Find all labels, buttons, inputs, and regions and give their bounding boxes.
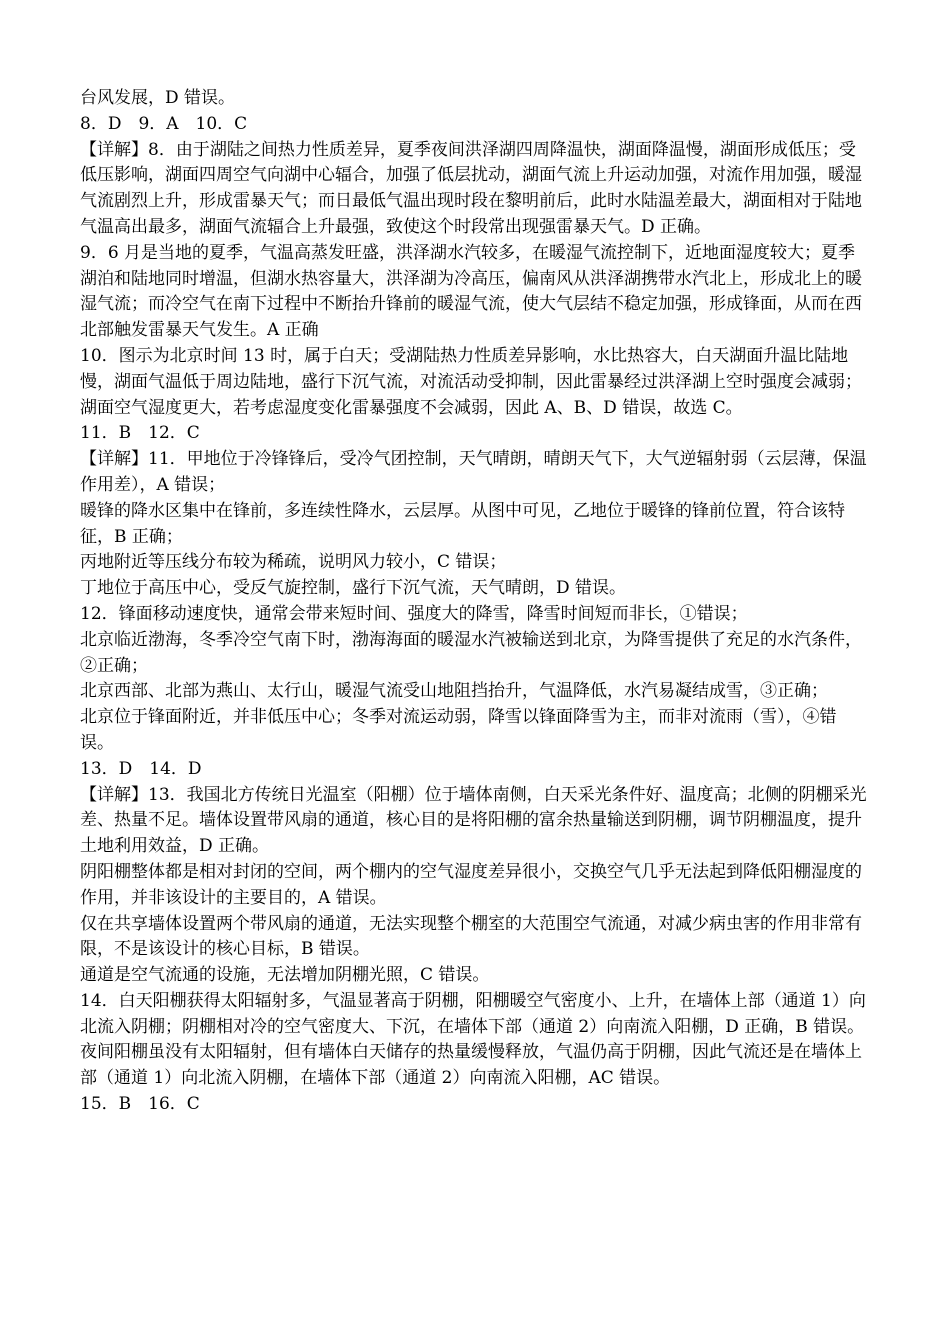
text-paragraph: 北京临近渤海，冬季冷空气南下时，渤海海面的暖湿水汽被输送到北京，为降雪提供了充足的水汽条件，②正确； bbox=[80, 629, 862, 676]
text-paragraph: 夜间阳棚虽没有太阳辐射，但有墙体白天储存的热量缓慢释放，气温仍高于阴棚，因此气流还是在墙体上部（通道 1）向北流入阴棚，在墙体下部（通道 2）向南流入阳棚，AC 错误。 bbox=[80, 1042, 862, 1089]
text-paragraph: 暖锋的降水区集中在锋前，多连续性降水，云层厚。从图中可见，乙地位于暖锋的锋前位置，符合该特征，B 正确； bbox=[80, 500, 845, 547]
answer-line: 13．D 14．D bbox=[80, 758, 202, 779]
text-paragraph: 丁地位于高压中心，受反气旋控制，盛行下沉气流，天气晴朗，D 错误。 bbox=[80, 578, 627, 599]
text-paragraph: 9．6 月是当地的夏季，气温高蒸发旺盛，洪泽湖水汽较多，在暖湿气流控制下，近地面湿度较大；夏季湖泊和陆地同时增温，但湖水热容量大，洪泽湖为冷高压，偏南风从洪泽湖携带水汽北上，形成北上的暖湿气流；而冷空气在南下过程中不断抬升锋前的暖湿气流，使大气层结不稳定加强，形成锋面，从而在西北部触发雷暴天气发生。A 正确 bbox=[80, 242, 862, 341]
text-paragraph: 阴阳棚整体都是相对封闭的空间，两个棚内的空气湿度差异很小，交换空气几乎无法起到降低阳棚湿度的作用，并非该设计的主要目的，A 错误。 bbox=[80, 861, 862, 908]
answer-line: 15．B 16．C bbox=[80, 1094, 200, 1115]
text-paragraph: 【详解】13．我国北方传统日光温室（阳棚）位于墙体南侧，白天采光条件好、温度高；北侧的阴棚采光差、热量不足。墙体设置带风扇的通道，核心目的是将阳棚的富余热量输送到阴棚，调节阴棚温度，提升土地利用效益，D 正确。 bbox=[80, 784, 867, 857]
text-paragraph: 通道是空气流通的设施，无法增加阴棚光照，C 错误。 bbox=[80, 965, 490, 986]
text-paragraph: 10．图示为北京时间 13 时，属于白天；受湖陆热力性质差异影响，水比热容大，白天湖面升温比陆地慢，湖面气温低于周边陆地，盛行下沉气流，对流活动受抑制，因此雷暴经过洪泽湖上空时强度会减弱；湖面空气湿度更大，若考虑湿度变化雷暴强度不会减弱，因此 A、B、D 错误，故选 C。 bbox=[80, 345, 862, 418]
text-paragraph: 【详解】11．甲地位于冷锋锋后，受冷气团控制，天气晴朗，晴朗天气下，大气逆辐射弱（云层薄，保温作用差），A 错误； bbox=[80, 449, 867, 495]
answer-line: 8．D 9．A 10．C bbox=[80, 113, 248, 134]
text-paragraph: 14．白天阳棚获得太阳辐射多，气温显著高于阴棚，阳棚暖空气密度小、上升，在墙体上部（通道 1）向北流入阴棚；阴棚相对冷的空气密度大、下沉，在墙体下部（通道 2）向南流入阳棚，D 正确，B 错误。 bbox=[80, 990, 866, 1037]
text-paragraph: 仅在共享墙体设置两个带风扇的通道，无法实现整个棚室的大范围空气流通，对减少病虫害的作用非常有限，不是该设计的核心目标，B 错误。 bbox=[80, 913, 862, 960]
document-page bbox=[80, 86, 870, 1118]
text-paragraph: 北京西部、北部为燕山、太行山，暖湿气流受山地阻挡抬升，气温降低，水汽易凝结成雪，③正确； bbox=[80, 681, 828, 702]
text-paragraph: 【详解】8．由于湖陆之间热力性质差异，夏季夜间洪泽湖四周降温快，湖面降温慢，湖面形成低压；受低压影响，湖面四周空气向湖中心辐合，加强了低层扰动，湖面气流上升运动加强，对流作用加强，暖湿气流剧烈上升，形成雷暴天气；而日最低气温出现时段在黎明前后，此时水陆温差最大，湖面相对于陆地气温高出最多，湖面气流辐合上升最强，致使这个时段常出现强雷暴天气。D 正确。 bbox=[80, 139, 862, 237]
text-paragraph: 台风发展，D 错误。 bbox=[80, 88, 236, 108]
text-paragraph: 12．锋面移动速度快，通常会带来短时间、强度大的降雪，降雪时间短而非长，①错误； bbox=[80, 603, 748, 624]
text-paragraph: 北京位于锋面附近，并非低压中心；冬季对流运动弱，降雪以锋面降雪为主，而非对流雨（雪），④错误。 bbox=[80, 707, 837, 753]
answer-line: 11．B 12．C bbox=[80, 423, 200, 444]
text-paragraph: 丙地附近等压线分布较为稀疏，说明风力较小，C 错误； bbox=[80, 552, 507, 573]
